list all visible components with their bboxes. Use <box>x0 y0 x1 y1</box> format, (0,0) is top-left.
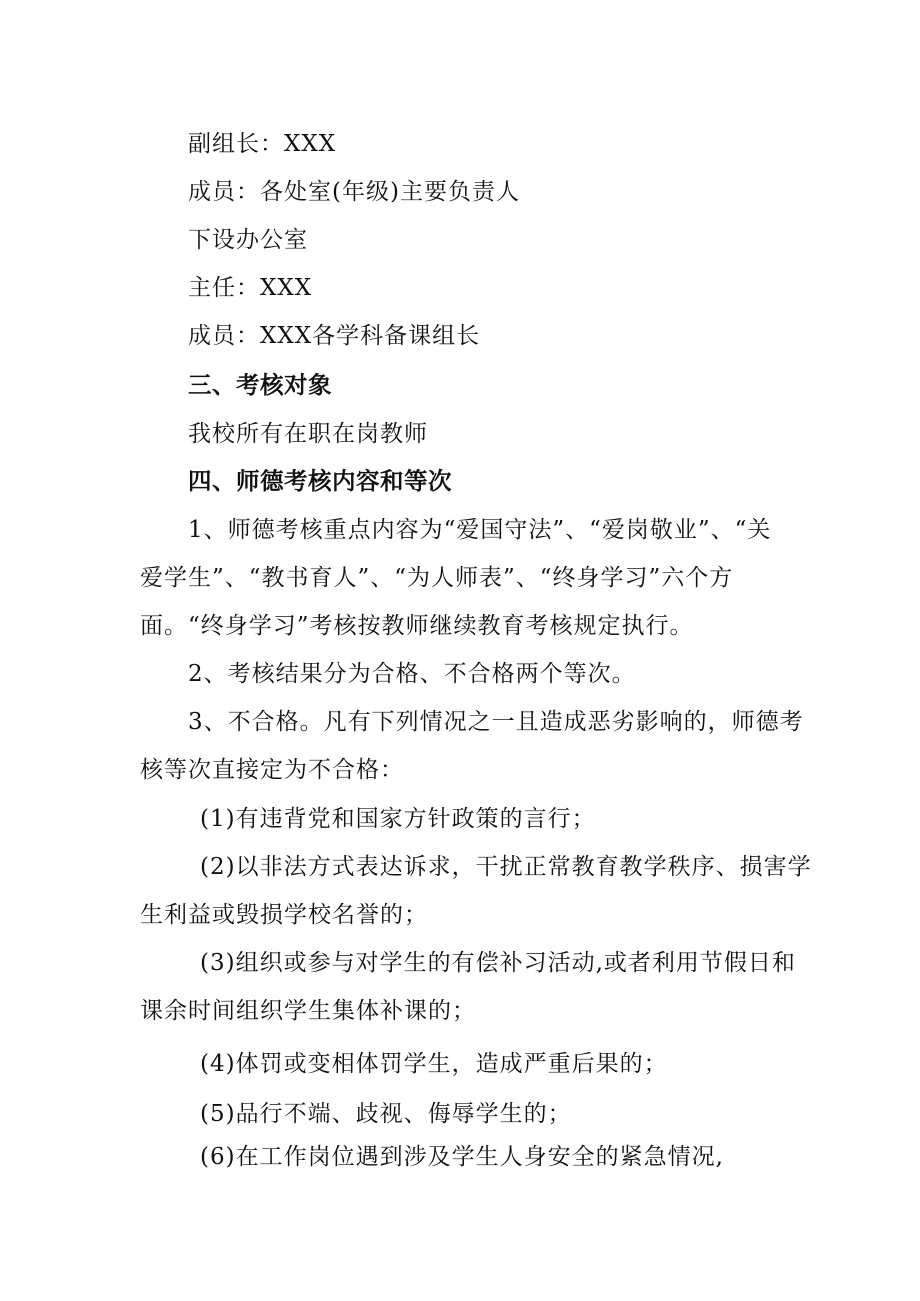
director-line: 主任：XXX <box>188 275 313 301</box>
item1-line2: 爱学生”、“教书育人”、“为人师表”、“终身学习”六个方 <box>140 565 734 591</box>
sub6-line: (6)在工作岗位遇到涉及学生人身安全的紧急情况, <box>200 1144 724 1170</box>
sub5-line: (5)品行不端、歧视、侮辱学生的； <box>200 1101 572 1127</box>
members-heads-line: 成员：各处室(年级)主要负责人 <box>188 179 520 205</box>
item3-line2: 核等次直接定为不合格： <box>140 757 404 783</box>
item1-line1: 1、师德考核重点内容为“爱国守法”、“爱岗敬业”、“关 <box>188 517 772 543</box>
office-line: 下设办公室 <box>188 227 308 253</box>
sub3-line1: (3)组织或参与对学生的有偿补习活动,或者利用节假日和 <box>200 950 796 976</box>
section-heading-4: 四、师德考核内容和等次 <box>188 467 452 495</box>
sub1-line: (1)有违背党和国家方针政策的言行； <box>200 806 596 832</box>
item1-line3: 面。“终身学习”考核按教师继续教育考核规定执行。 <box>140 613 694 639</box>
vice-leader-line: 副组长：XXX <box>188 131 337 157</box>
sub4-line: (4)体罚或变相体罚学生，造成严重后果的； <box>200 1051 668 1077</box>
section-heading-3: 三、考核对象 <box>188 371 332 399</box>
sub2-line2: 生利益或毁损学校名誉的； <box>140 902 428 928</box>
members-subject-line: 成员：XXX各学科备课组长 <box>188 323 481 349</box>
sub2-line1: (2)以非法方式表达诉求，干扰正常教育教学秩序、损害学 <box>200 854 812 880</box>
sub3-line2: 课余时间组织学生集体补课的； <box>140 998 476 1024</box>
object-line: 我校所有在职在岗教师 <box>188 421 428 447</box>
item3-line1: 3、不合格。凡有下列情况之一且造成恶劣影响的，师德考 <box>188 709 804 735</box>
item2-line: 2、考核结果分为合格、不合格两个等次。 <box>188 661 636 687</box>
